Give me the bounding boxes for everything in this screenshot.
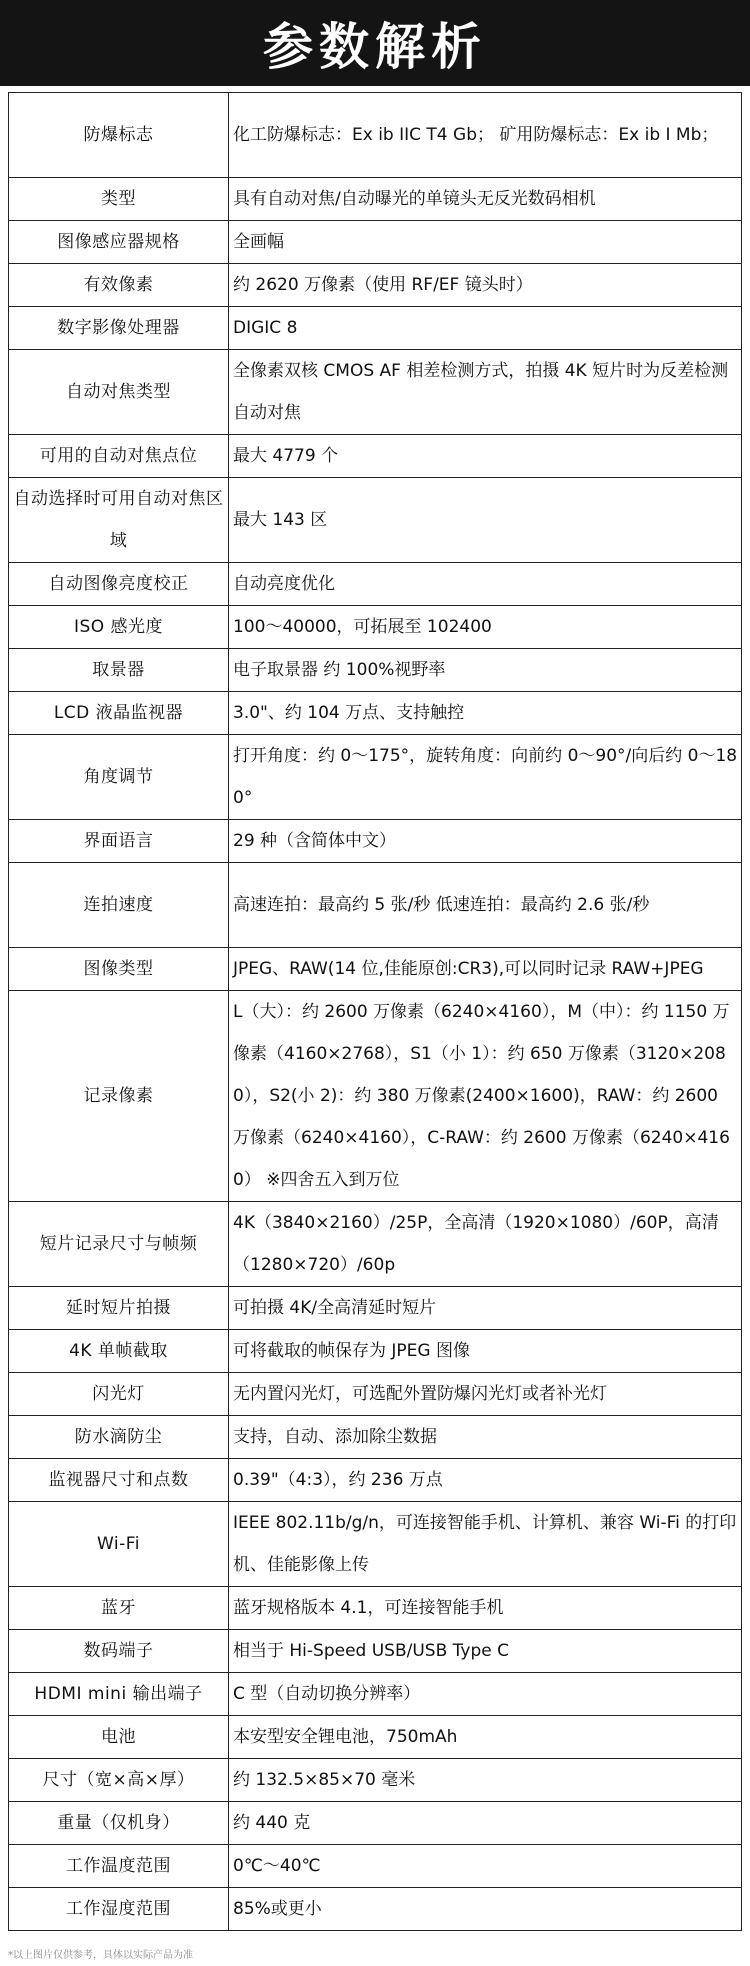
spec-row xyxy=(9,264,742,307)
spec-value: 0℃～40℃ xyxy=(229,1845,742,1888)
spec-value: 约 132.5×85×70 毫米 xyxy=(229,1759,742,1802)
spec-row xyxy=(9,1459,742,1502)
spec-value: 4K（3840×2160）/25P，全高清（1920×1080）/60P，高清（1280×720）/60p xyxy=(229,1202,742,1287)
spec-value: 29 种（含简体中文） xyxy=(229,820,742,863)
spec-label: 自动选择时可用自动对焦区域 xyxy=(9,478,229,563)
spec-row xyxy=(9,1287,742,1330)
spec-label: 防水滴防尘 xyxy=(9,1416,229,1459)
spec-value: 全画幅 xyxy=(229,221,742,264)
spec-label: 类型 xyxy=(9,178,229,221)
spec-table xyxy=(8,92,742,1931)
spec-label: 界面语言 xyxy=(9,820,229,863)
spec-value: DIGIC 8 xyxy=(229,307,742,350)
spec-row xyxy=(9,1802,742,1845)
header-banner xyxy=(0,0,750,86)
spec-label: 数字影像处理器 xyxy=(9,307,229,350)
spec-row xyxy=(9,1630,742,1673)
spec-label: 监视器尺寸和点数 xyxy=(9,1459,229,1502)
spec-value: 全像素双核 CMOS AF 相差检测方式，拍摄 4K 短片时为反差检测自动对焦 xyxy=(229,350,742,435)
spec-row xyxy=(9,1759,742,1802)
spec-row xyxy=(9,1330,742,1373)
spec-value: 化工防爆标志：Ex ib IIC T4 Gb； 矿用防爆标志：Ex ib I Mb； xyxy=(229,93,742,178)
spec-value: C 型（自动切换分辨率） xyxy=(229,1673,742,1716)
spec-value: 电子取景器 约 100%视野率 xyxy=(229,649,742,692)
spec-row xyxy=(9,221,742,264)
spec-value: 0.39"（4:3），约 236 万点 xyxy=(229,1459,742,1502)
spec-row xyxy=(9,820,742,863)
spec-label: 电池 xyxy=(9,1716,229,1759)
spec-row xyxy=(9,735,742,820)
spec-value: 高速连拍：最高约 5 张/秒 低速连拍：最高约 2.6 张/秒 xyxy=(229,863,742,948)
spec-row xyxy=(9,991,742,1202)
spec-row xyxy=(9,307,742,350)
spec-value: IEEE 802.11b/g/n，可连接智能手机、计算机、兼容 Wi-Fi 的打印机、佳能影像上传 xyxy=(229,1502,742,1587)
spec-value: 3.0"、约 104 万点、支持触控 xyxy=(229,692,742,735)
spec-row xyxy=(9,692,742,735)
spec-row xyxy=(9,1373,742,1416)
spec-label: 记录像素 xyxy=(9,991,229,1202)
spec-label: 数码端子 xyxy=(9,1630,229,1673)
spec-label: 可用的自动对焦点位 xyxy=(9,435,229,478)
spec-label: 取景器 xyxy=(9,649,229,692)
spec-row xyxy=(9,1202,742,1287)
spec-label: 重量（仅机身） xyxy=(9,1802,229,1845)
spec-label: 防爆标志 xyxy=(9,93,229,178)
spec-label: 图像类型 xyxy=(9,948,229,991)
spec-label: 自动图像亮度校正 xyxy=(9,563,229,606)
footnote: *以上图片仅供参考，具体以实际产品为准 xyxy=(8,1950,193,1961)
spec-row xyxy=(9,649,742,692)
spec-label: ISO 感光度 xyxy=(9,606,229,649)
spec-label: 有效像素 xyxy=(9,264,229,307)
spec-label: Wi-Fi xyxy=(9,1502,229,1587)
spec-value: 100～40000，可拓展至 102400 xyxy=(229,606,742,649)
spec-value: L（大）：约 2600 万像素（6240×4160），M（中）：约 1150 万像素（4160×2768），S1（小 1）：约 650 万像素（3120×2080），S2(小 2)：约 380 万像素(2400×1600)，RAW：约 2600 万像素（6240×4160），C-RAW：约 2600 万像素（6240×4160） ※四舍五入到万位 xyxy=(229,991,742,1202)
spec-label: 尺寸（宽×高×厚） xyxy=(9,1759,229,1802)
spec-value: 可拍摄 4K/全高清延时短片 xyxy=(229,1287,742,1330)
spec-row xyxy=(9,863,742,948)
spec-row xyxy=(9,478,742,563)
spec-label: 闪光灯 xyxy=(9,1373,229,1416)
spec-row xyxy=(9,1673,742,1716)
spec-row xyxy=(9,93,742,178)
spec-row xyxy=(9,1888,742,1931)
spec-row xyxy=(9,1502,742,1587)
spec-value: 无内置闪光灯，可选配外置防爆闪光灯或者补光灯 xyxy=(229,1373,742,1416)
spec-value: 可将截取的帧保存为 JPEG 图像 xyxy=(229,1330,742,1373)
spec-row xyxy=(9,178,742,221)
spec-label: 4K 单帧截取 xyxy=(9,1330,229,1373)
spec-row xyxy=(9,435,742,478)
spec-row xyxy=(9,563,742,606)
spec-row xyxy=(9,1716,742,1759)
spec-label: LCD 液晶监视器 xyxy=(9,692,229,735)
spec-label: 工作湿度范围 xyxy=(9,1888,229,1931)
spec-label: 工作温度范围 xyxy=(9,1845,229,1888)
spec-label: 图像感应器规格 xyxy=(9,221,229,264)
spec-row xyxy=(9,350,742,435)
spec-label: 短片记录尺寸与帧频 xyxy=(9,1202,229,1287)
spec-label: HDMI mini 输出端子 xyxy=(9,1673,229,1716)
spec-value: 具有自动对焦/自动曝光的单镜头无反光数码相机 xyxy=(229,178,742,221)
spec-value: 约 2620 万像素（使用 RF/EF 镜头时） xyxy=(229,264,742,307)
spec-value: 打开角度：约 0～175°，旋转角度：向前约 0～90°/向后约 0～180° xyxy=(229,735,742,820)
spec-label: 连拍速度 xyxy=(9,863,229,948)
spec-label: 角度调节 xyxy=(9,735,229,820)
spec-value: JPEG、RAW(14 位,佳能原创:CR3),可以同时记录 RAW+JPEG xyxy=(229,948,742,991)
page-title: 参数解析 xyxy=(263,18,487,76)
spec-value: 自动亮度优化 xyxy=(229,563,742,606)
spec-label: 延时短片拍摄 xyxy=(9,1287,229,1330)
spec-row xyxy=(9,606,742,649)
spec-row xyxy=(9,1587,742,1630)
spec-label: 自动对焦类型 xyxy=(9,350,229,435)
spec-value: 最大 4779 个 xyxy=(229,435,742,478)
spec-row xyxy=(9,1416,742,1459)
spec-value: 蓝牙规格版本 4.1，可连接智能手机 xyxy=(229,1587,742,1630)
spec-value: 相当于 Hi-Speed USB/USB Type C xyxy=(229,1630,742,1673)
spec-value: 支持，自动、添加除尘数据 xyxy=(229,1416,742,1459)
spec-value: 85%或更小 xyxy=(229,1888,742,1931)
spec-value: 最大 143 区 xyxy=(229,478,742,563)
spec-label: 蓝牙 xyxy=(9,1587,229,1630)
spec-value: 约 440 克 xyxy=(229,1802,742,1845)
spec-value: 本安型安全锂电池，750mAh xyxy=(229,1716,742,1759)
spec-row xyxy=(9,948,742,991)
spec-row xyxy=(9,1845,742,1888)
